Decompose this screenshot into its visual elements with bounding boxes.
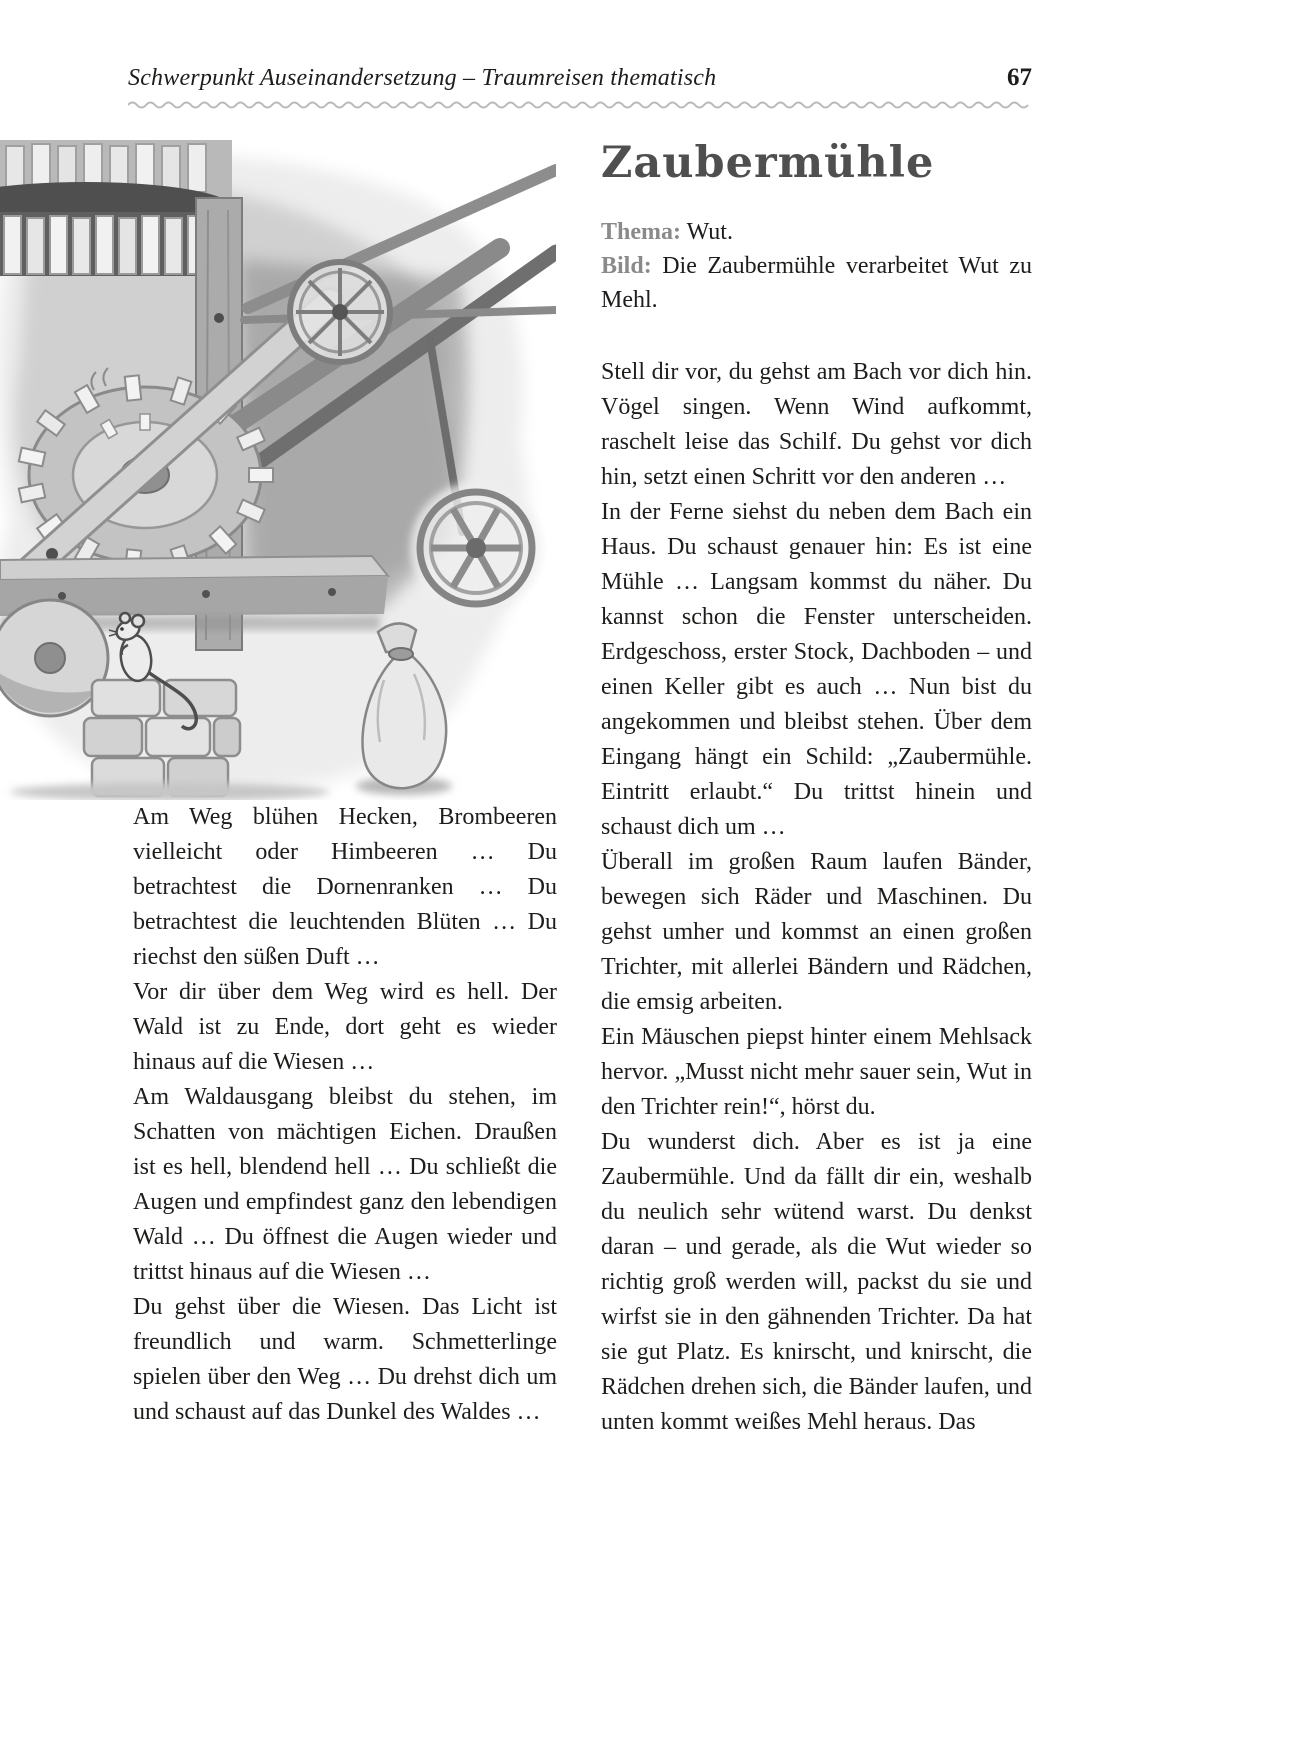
meta-bild-label: Bild: (601, 253, 652, 279)
paragraph: Am Waldausgang bleibst du stehen, im Schatten von mächtigen Eichen. Draußen ist es hell, blendend hell … Du schließt die Augen und empfindest ganz den lebendigen Wald … Du öffnest die Augen wieder und trittst hinaus auf die Wiesen … (133, 1084, 557, 1285)
meta-thema-label: Thema: (601, 219, 681, 245)
paragraph: Vor dir über dem Weg wird es hell. Der Wald ist zu Ende, dort geht es wieder hinaus auf die Wiesen … (133, 979, 557, 1075)
plank-bolt (46, 548, 58, 560)
mouse-ear (132, 615, 144, 627)
paragraph: In der Ferne siehst du neben dem Bach ein Haus. Du schaust genauer hin: Es ist eine Mühle … Langsam kommst du näher. Du kannst schon die Fenster unterscheiden. Erdgeschoss, erster Stock, Dachboden – und einen Keller gibt es auch … Nun bist du angekommen und bleibst stehen. Über dem Eingang hängt ein Schild: „Zaubermühle. Eintritt erlaubt.“ Du trittst hinein und schaust dich um … (601, 499, 1032, 840)
meta-thema (601, 215, 1032, 249)
mouse-eye (120, 627, 124, 631)
paragraph: Stell dir vor, du gehst am Bach vor dich hin. Vögel singen. Wenn Wind aufkommt, raschelt leise das Schilf. Du gehst vor dich hin, setzt einen Schritt vor den anderen … (601, 359, 1032, 490)
pulley-wheel (290, 262, 390, 362)
right-column-text (601, 355, 1032, 1440)
mill-illustration (0, 140, 556, 800)
article-column-left (133, 800, 557, 1430)
wavy-divider-path (128, 103, 1028, 108)
paragraph: Überall im großen Raum laufen Bänder, bewegen sich Räder und Maschinen. Du gehst umher und kommst an einen großen Trichter, mit allerlei Bändern und Rädchen, die emsig arbeiten. (601, 849, 1032, 1015)
meta-thema-text: Wut. (686, 219, 733, 245)
paragraph: Du gehst über die Wiesen. Das Licht ist freundlich und warm. Schmetterlinge spielen über den Weg … Du drehst dich um und schaust auf das Dunkel des Waldes … (133, 1294, 557, 1425)
wavy-divider (128, 99, 1032, 111)
spoked-wheel (410, 482, 542, 614)
paragraph: Am Weg blühen Hecken, Brombeeren vielleicht oder Himbeeren … Du betrachtest die Dornenranken … Du betrachtest die leuchtenden Blüten … Du riechst den süßen Duft … (133, 804, 557, 970)
post-bolt (214, 313, 224, 323)
meta-bild-text: Die Zaubermühle verarbeitet Wut zu Mehl. (601, 253, 1033, 313)
page-header (128, 64, 1032, 92)
running-title: Schwerpunkt Auseinandersetzung – Traumreisen thematisch (128, 65, 717, 91)
paragraph: Ein Mäuschen piepst hinter einem Mehlsack hervor. „Musst nicht mehr sauer sein, Wut in den Trichter rein!“, hörst du. (601, 1024, 1032, 1120)
mill-scene (0, 140, 556, 800)
article-column-right (601, 138, 1033, 1440)
sack-tie (389, 648, 413, 660)
article-title: Zaubermühle (601, 138, 935, 188)
mouse-ear (120, 613, 130, 623)
meta-bild (601, 249, 1032, 317)
paragraph: Du wunderst dich. Aber es ist ja eine Zaubermühle. Und da fällt dir ein, weshalb du neulich sehr wütend warst. Du denkst daran – und gerade, als die Wut wieder so richtig groß werden will, packst du sie und wirfst sie in den gähnenden Trichter. Da hat sie gut Platz. Es knirscht, und knirscht, die Rädchen drehen sich, die Bänder laufen, und unten kommt weißes Mehl heraus. Das (601, 1129, 1032, 1435)
page-number: 67 (1007, 64, 1032, 91)
